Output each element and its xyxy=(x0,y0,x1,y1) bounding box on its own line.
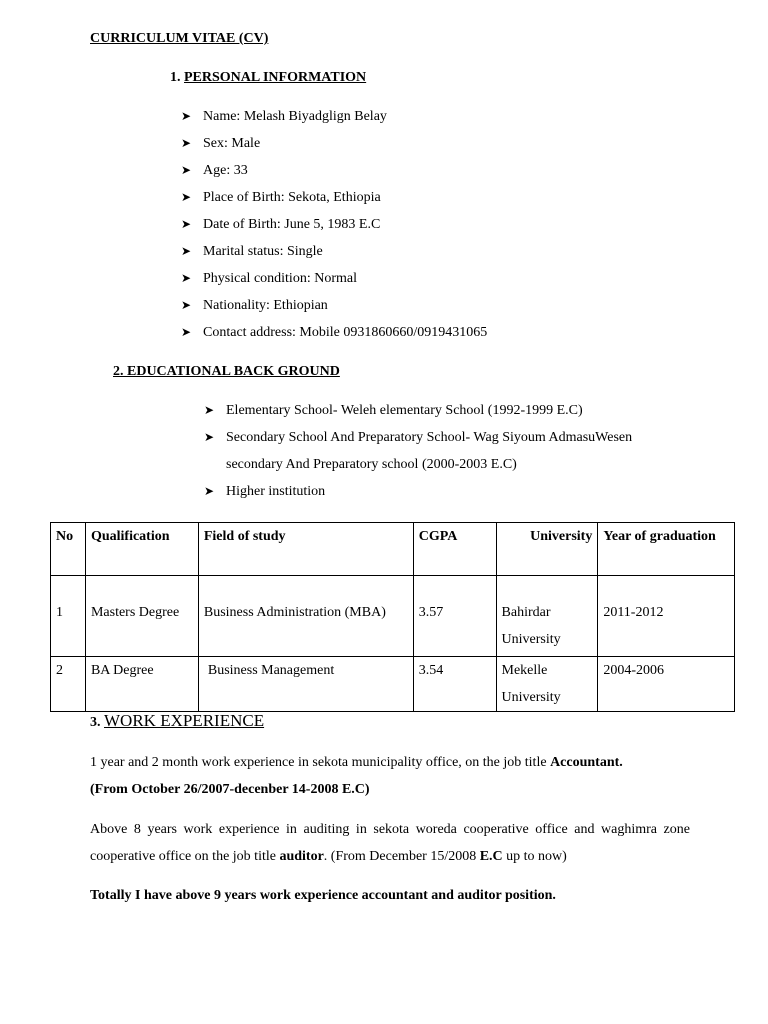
arrow-bullet-icon: ➤ xyxy=(181,298,192,312)
education-table xyxy=(50,522,735,712)
table-cell: 2 xyxy=(51,657,86,712)
table-cell: 3.57 xyxy=(413,576,496,657)
table-cell: 2004-2006 xyxy=(598,657,735,712)
personal-nationality: Nationality: Ethiopian xyxy=(203,298,328,313)
education-elementary: Elementary School- Weleh elementary School (1992-1999 E.C) xyxy=(226,403,583,418)
personal-sex: Sex: Male xyxy=(203,136,261,151)
work-p1-title: Accountant. xyxy=(550,755,623,770)
arrow-bullet-icon: ➤ xyxy=(181,217,192,231)
work-heading-title: WORK EXPERIENCE xyxy=(104,711,265,730)
work-p2-text: Above 8 years work experience in auditing in sekota woreda cooperative office and waghimra zone cooperative office on the job title xyxy=(90,822,690,864)
list-item xyxy=(181,265,487,292)
education-heading: 2. EDUCATIONAL BACK GROUND xyxy=(113,364,340,379)
table-cell: 2011-2012 xyxy=(598,576,735,657)
work-p2-era: E.C xyxy=(479,849,503,864)
work-p2-end: up to now) xyxy=(502,849,567,864)
list-item xyxy=(181,103,487,130)
arrow-bullet-icon: ➤ xyxy=(181,109,192,123)
arrow-bullet-icon: ➤ xyxy=(204,484,215,498)
work-paragraph-auditor xyxy=(90,816,690,870)
personal-physical-condition: Physical condition: Normal xyxy=(203,271,357,286)
work-summary: Totally I have above 9 years work experience accountant and auditor position. xyxy=(90,888,556,903)
table-header-row xyxy=(51,523,735,576)
personal-info-title: PERSONAL INFORMATION xyxy=(184,70,367,85)
arrow-bullet-icon: ➤ xyxy=(181,271,192,285)
personal-info-heading xyxy=(170,64,366,91)
column-header-year: Year of graduation xyxy=(598,523,735,576)
list-item xyxy=(181,238,487,265)
education-secondary-continued: secondary And Preparatory school (2000-2003 E.C) xyxy=(226,457,517,472)
arrow-bullet-icon: ➤ xyxy=(204,403,215,417)
table-cell: Business Administration (MBA) xyxy=(198,576,413,657)
list-item xyxy=(181,184,487,211)
table-row xyxy=(51,576,735,657)
table-row xyxy=(51,657,735,712)
table-cell: Mekelle University xyxy=(496,657,598,712)
arrow-bullet-icon: ➤ xyxy=(181,190,192,204)
arrow-bullet-icon: ➤ xyxy=(181,163,192,177)
list-item xyxy=(181,319,487,346)
list-item xyxy=(204,397,632,424)
list-item xyxy=(181,157,487,184)
personal-info-number: 1. xyxy=(170,70,184,85)
personal-date-of-birth: Date of Birth: June 5, 1983 E.C xyxy=(203,217,381,232)
personal-contact: Contact address: Mobile 0931860660/0919431065 xyxy=(203,325,488,340)
list-item xyxy=(204,478,632,505)
table-cell: Masters Degree xyxy=(85,576,198,657)
work-p1-dates: (From October 26/2007-decenber 14-2008 E.C) xyxy=(90,782,370,797)
column-header-field: Field of study xyxy=(198,523,413,576)
personal-marital-status: Marital status: Single xyxy=(203,244,323,259)
arrow-bullet-icon: ➤ xyxy=(204,430,215,444)
list-item xyxy=(204,424,632,478)
table-cell: 3.54 xyxy=(413,657,496,712)
column-header-cgpa: CGPA xyxy=(413,523,496,576)
personal-place-of-birth: Place of Birth: Sekota, Ethiopia xyxy=(203,190,381,205)
list-item xyxy=(181,292,487,319)
table-cell: BA Degree xyxy=(85,657,198,712)
education-list xyxy=(204,397,632,505)
column-header-no: No xyxy=(51,523,86,576)
work-p1-text: 1 year and 2 month work experience in sekota municipality office, on the job title xyxy=(90,755,551,770)
personal-info-list xyxy=(181,103,487,346)
table-cell: Business Management xyxy=(198,657,413,712)
arrow-bullet-icon: ➤ xyxy=(181,136,192,150)
list-item xyxy=(181,130,487,157)
work-paragraph-accountant xyxy=(90,749,690,803)
work-heading-number: 3. xyxy=(90,715,104,730)
page-title: CURRICULUM VITAE (CV) xyxy=(90,31,269,46)
education-higher: Higher institution xyxy=(226,484,326,499)
column-header-university: University xyxy=(496,523,598,576)
arrow-bullet-icon: ➤ xyxy=(181,325,192,339)
arrow-bullet-icon: ➤ xyxy=(181,244,192,258)
personal-age: Age: 33 xyxy=(203,163,248,178)
list-item xyxy=(181,211,487,238)
table-cell: 1 xyxy=(51,576,86,657)
work-p2-dates: . (From December 15/2008 xyxy=(323,849,480,864)
education-secondary: Secondary School And Preparatory School- Wag Siyoum AdmasuWesen xyxy=(226,430,633,445)
personal-name: Name: Melash Biyadglign Belay xyxy=(203,109,387,124)
work-heading xyxy=(90,707,264,736)
work-p2-title: auditor xyxy=(279,849,324,864)
column-header-qualification: Qualification xyxy=(85,523,198,576)
table-cell: Bahirdar University xyxy=(496,576,598,657)
